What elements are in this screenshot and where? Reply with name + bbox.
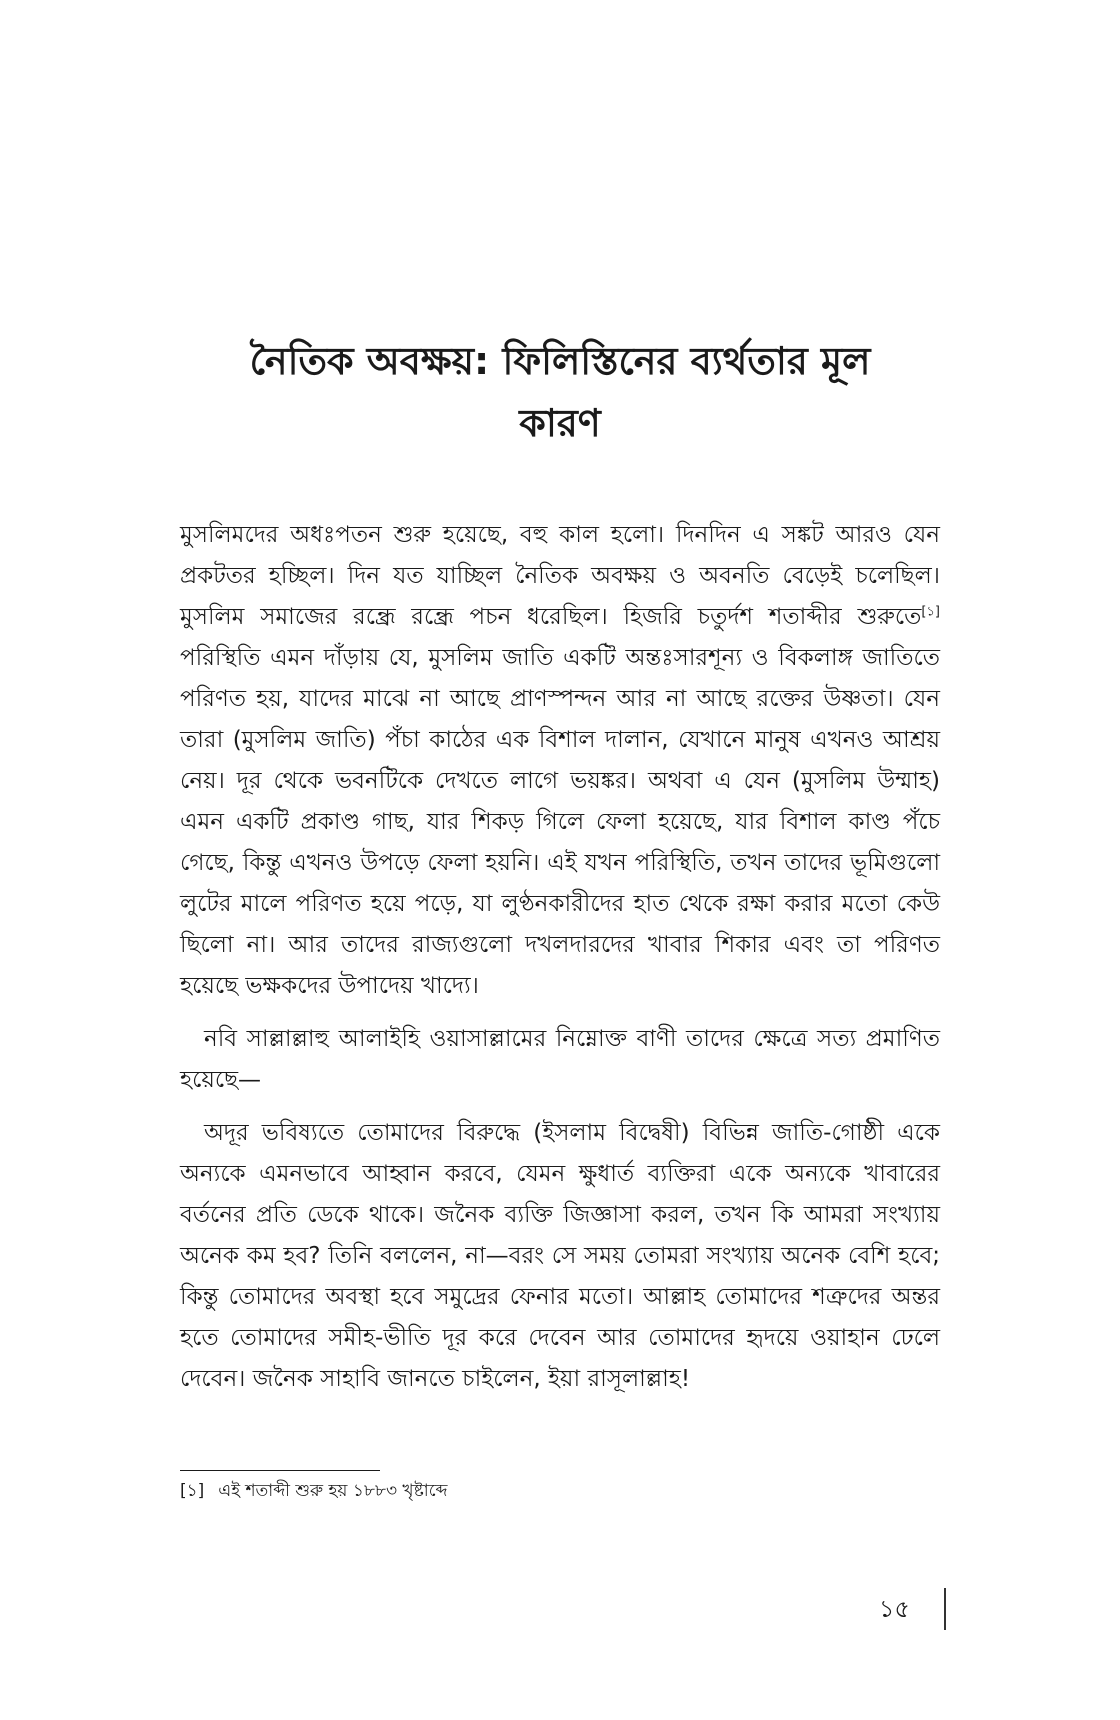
paragraph-1-text-a: মুসলিমদের অধঃপতন শুরু হয়েছে, বহু কাল হলো। দিনদিন এ সঙ্কট আরও যেন প্রকটতর হচ্ছিল। দিন যত যাচ্ছিল নৈতিক অবক্ষয় ও অবনতি বেড়েই চলেছিল। মুসলিম সমাজের রন্ধ্রে রন্ধ্রে পচন ধরেছিল। হিজরি চতুর্দশ শতাব্দীর শুরুতে <box>180 522 940 630</box>
body-text <box>180 515 940 1412</box>
footnote-reference[interactable]: [১] <box>921 604 940 620</box>
page-number: ১৫ <box>878 1595 910 1623</box>
footnote-text: এই শতাব্দী শুরু হয় ১৮৮৩ খৃষ্টাব্দে <box>218 1481 448 1501</box>
chapter-title-line-1: নৈতিক অবক্ষয়: ফিলিস্তিনের ব্যর্থতার মূল <box>249 339 871 383</box>
paragraph-1-text-b: পরিস্থিতি এমন দাঁড়ায় যে, মুসলিম জাতি একটি অন্তঃসারশূন্য ও বিকলাঙ্গ জাতিতে পরিণত হয়, যাদের মাঝে না আছে প্রাণস্পন্দন আর না আছে রক্তের উষ্ণতা। যেন তারা (মুসলিম জাতি) পঁচা কাঠের এক বিশাল দালান, যেখানে মানুষ এখনও আশ্রয় নেয়। দূর থেকে ভবনটিকে দেখতে লাগে ভয়ঙ্কর। অথবা এ যেন (মুসলিম উম্মাহ) এমন একটি প্রকাণ্ড গাছ, যার শিকড় গিলে ফেলা হয়েছে, যার বিশাল কাণ্ড পঁচে গেছে, কিন্তু এখনও উপড়ে ফেলা হয়নি। এই যখন পরিস্থিতি, তখন তাদের ভূমিগুলো লুটের মালে পরিণত হয়ে পড়ে, যা লুণ্ঠনকারীদের হাত থেকে রক্ষা করার মতো কেউ ছিলো না। আর তাদের রাজ্যগুলো দখলদারদের খাবার শিকার এবং তা পরিণত হয়েছে ভক্ষকদের উপাদেয় খাদ্যে। <box>180 645 940 999</box>
footnote <box>180 1478 940 1504</box>
chapter-title <box>180 330 940 454</box>
chapter-title-line-2: কারণ <box>519 401 601 445</box>
paragraph-3-hadith-quote: অদূর ভবিষ্যতে তোমাদের বিরুদ্ধে (ইসলাম বিদ্বেষী) বিভিন্ন জাতি-গোষ্ঠী একে অন্যকে এমনভাবে আহ্বান করবে, যেমন ক্ষুধার্ত ব্যক্তিরা একে অন্যকে খাবারের বর্তনের প্রতি ডেকে থাকে। জনৈক ব্যক্তি জিজ্ঞাসা করল, তখন কি আমরা সংখ্যায় অনেক কম হব? তিনি বললেন, না—বরং সে সময় তোমরা সংখ্যায় অনেক বেশি হবে; কিন্তু তোমাদের অবস্থা হবে সমুদ্রের ফেনার মতো। আল্লাহ তোমাদের শত্রুদের অন্তর হতে তোমাদের সমীহ-ভীতি দূর করে দেবেন আর তোমাদের হৃদয়ে ওয়াহান ঢেলে দেবেন। জনৈক সাহাবি জানতে চাইলেন, ইয়া রাসূলাল্লাহ! <box>180 1120 940 1392</box>
paragraph-1 <box>180 515 940 1007</box>
footnote-marker: [১] <box>180 1481 205 1501</box>
paragraph-2: নবি সাল্লাল্লাহু আলাইহি ওয়াসাল্লামের নিম্নোক্ত বাণী তাদের ক্ষেত্রে সত্য প্রমাণিত হয়েছে— <box>180 1026 940 1093</box>
page-number-rule <box>944 1588 946 1630</box>
footnote-divider <box>180 1470 380 1471</box>
